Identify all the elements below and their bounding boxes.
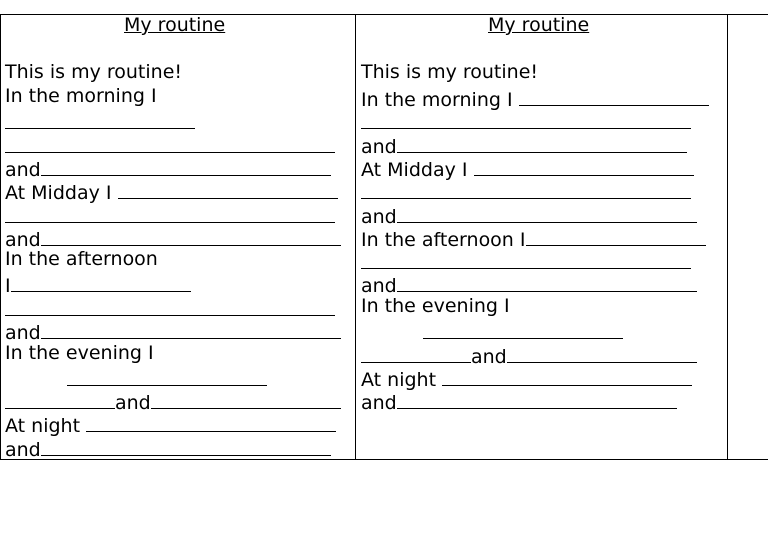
table-border-left <box>0 15 1 459</box>
column-2-evening-blank <box>423 320 623 343</box>
column-2-afternoon-label: In the afternoon I <box>361 227 706 250</box>
column-1-title: My routine <box>124 14 226 36</box>
column-1-evening-and: and <box>5 390 341 413</box>
column-divider-2 <box>727 15 728 459</box>
column-2-night-and: and <box>361 390 677 413</box>
column-divider-1 <box>355 15 356 459</box>
column-2-midday-label: At Midday I <box>361 157 694 180</box>
column-2-midday-blank <box>361 180 691 203</box>
column-2-afternoon-blank <box>361 250 691 273</box>
column-1-afternoon-blank <box>5 297 335 320</box>
column-2-midday-and: and <box>361 204 697 227</box>
column-2-afternoon-and: and <box>361 273 697 296</box>
column-1-morning-blank-1 <box>5 110 195 133</box>
column-2-morning-and: and <box>361 134 687 157</box>
column-1-afternoon-and: and <box>5 320 341 343</box>
column-2-evening-label: In the evening I <box>361 295 510 317</box>
column-1-evening-label: In the evening I <box>5 342 154 364</box>
column-1-midday-and: and <box>5 227 341 250</box>
column-2-title: My routine <box>488 14 590 36</box>
column-2-morning-blank <box>361 110 691 133</box>
column-1-afternoon-label: In the afternoon <box>5 248 158 270</box>
column-1-intro: This is my routine! <box>5 61 183 83</box>
column-1-morning-label: In the morning I <box>5 85 157 107</box>
column-1-midday-label: At Midday I <box>5 180 338 203</box>
column-1-morning-blank-2 <box>5 134 335 157</box>
column-1-night-and: and <box>5 437 331 460</box>
column-1-afternoon-i: I <box>5 273 191 296</box>
column-1-midday-blank <box>5 204 335 227</box>
column-1-evening-blank <box>67 367 267 390</box>
column-2-intro: This is my routine! <box>361 61 539 83</box>
column-2-morning-label: In the morning I <box>361 87 709 110</box>
column-1-night-label: At night <box>5 413 336 436</box>
column-1-morning-and: and <box>5 157 331 180</box>
column-2-evening-and: and <box>361 344 697 367</box>
column-2-night-label: At night <box>361 367 692 390</box>
